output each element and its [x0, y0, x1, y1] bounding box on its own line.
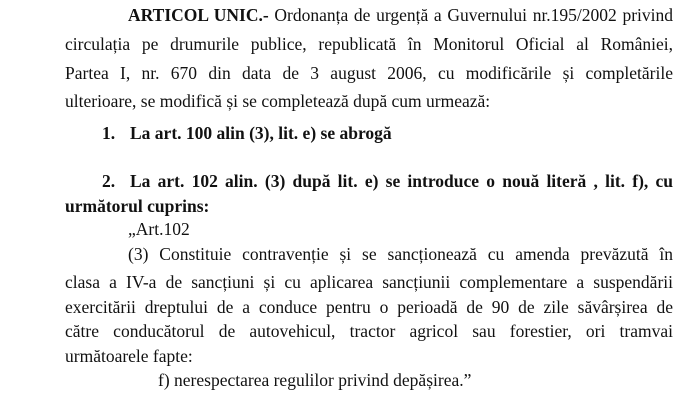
item-number: 2.	[102, 171, 116, 191]
intro-line-1	[128, 4, 673, 26]
article-heading: ARTICOL UNIC.-	[128, 5, 269, 25]
amendment-item-2-continuation: următorul cuprins:	[65, 196, 210, 216]
item-text: La art. 102 alin. (3) după lit. e) se introduce o nouă literă , lit. f), cu	[130, 171, 673, 191]
intro-line-3: Partea I, nr. 670 din data de 3 august 2006, cu modificările și completările	[65, 63, 673, 83]
quoted-paragraph-line-4: către conducătorul de autovehicul, tractor agricol sau forestier, ori tramvai	[65, 321, 673, 341]
quoted-paragraph-line-5: următoarele fapte:	[65, 346, 193, 366]
quoted-paragraph-line-3: exercitării dreptului de a conduce pentru o perioadă de 90 de zile săvârșirea de	[65, 297, 673, 317]
quoted-paragraph-line-2: clasa a IV-a de sancțiuni și cu aplicarea sancțiunii complementare a suspendării	[65, 272, 673, 292]
quoted-letter-f: f) nerespectarea regulilor privind depășirea.”	[158, 370, 472, 390]
intro-text: Ordonanța de urgență a Guvernului nr.195/2002 privind	[268, 5, 674, 25]
intro-line-2: circulația pe drumurile publice, republicată în Monitorul Oficial al României,	[65, 34, 673, 54]
quoted-paragraph-line-1: (3) Constituie contravenție și se sancționează cu amenda prevăzută în	[128, 244, 673, 264]
amendment-item-2	[102, 170, 673, 192]
intro-line-4: ulterioare, se modifică și se completează după cum urmează:	[65, 91, 491, 111]
amendment-item-1	[102, 122, 700, 144]
item-number: 1.	[102, 123, 116, 143]
item-text: La art. 100 alin (3), lit. e) se abrogă	[130, 123, 392, 143]
quoted-article-heading: „Art.102	[128, 219, 190, 239]
